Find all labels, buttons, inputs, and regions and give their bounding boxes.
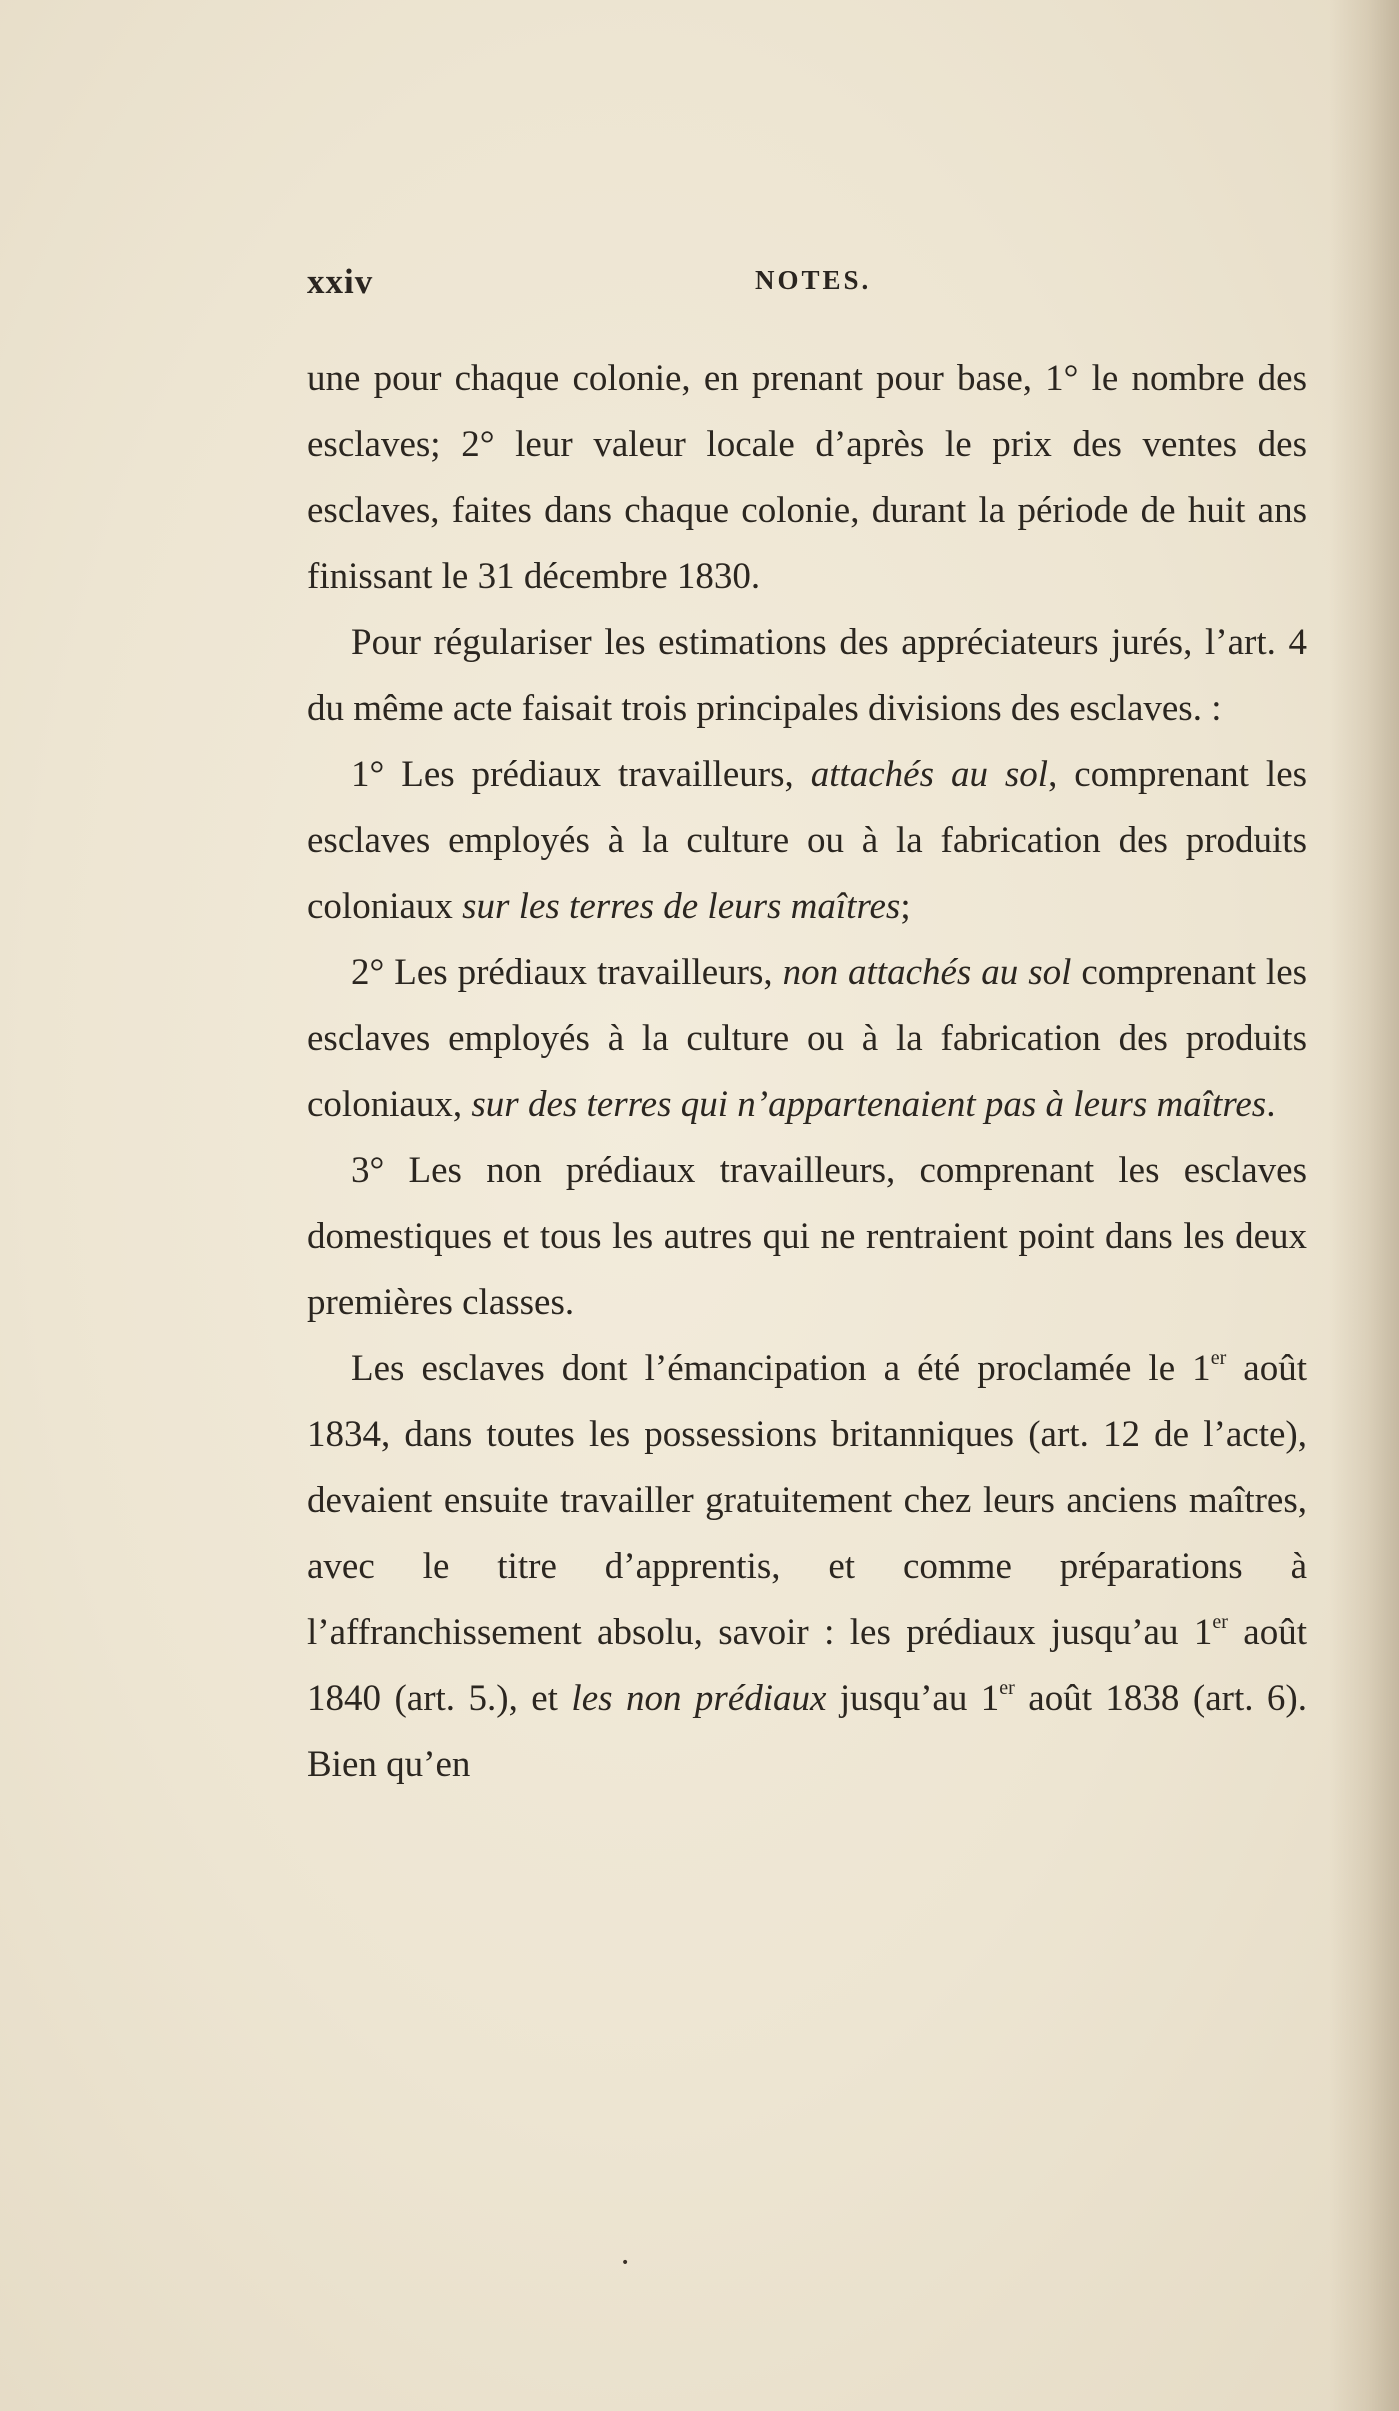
- text-run: jusqu’au 1: [826, 1678, 1000, 1719]
- ink-speck: •: [621, 2255, 630, 2271]
- text-run: août 1834, dans toutes les possessions britanniques (art. 12 de l’acte), devaient ensuite travailler gratuitement chez leurs anciens maîtres, avec le titre d’apprentis, et comme préparations à l’affranchissement absolu, savoir : les prédiaux jusqu’au 1: [307, 1348, 1307, 1653]
- superscript: er: [1212, 1611, 1228, 1633]
- italic-run: non attachés au sol: [782, 952, 1072, 993]
- superscript: er: [999, 1677, 1015, 1699]
- page-number: xxiv: [307, 262, 374, 301]
- running-title: NOTES.: [755, 265, 872, 295]
- text-run: Les esclaves dont l’émancipation a été proclamée le 1: [351, 1348, 1211, 1389]
- paragraph-6: [307, 1336, 1307, 1798]
- text-run: ;: [900, 886, 911, 927]
- text-run: août 1838 (art. 6). Bien qu’en: [307, 1678, 1307, 1785]
- paragraph-2: [307, 610, 1307, 742]
- text-run: comprenant les esclaves employés à la culture ou à la fabrication des produits coloniaux,: [307, 952, 1308, 1125]
- italic-run: sur les terres de leurs maîtres: [462, 886, 901, 927]
- paragraph-5: [307, 1138, 1307, 1336]
- paragraph-3: [307, 742, 1307, 940]
- body-text: [307, 346, 1307, 1798]
- text-run: Pour régulariser les estimations des appréciateurs jurés, l’art. 4 du même acte faisait trois principales divisions des esclaves. :: [307, 622, 1307, 729]
- text-run: , comprenant les esclaves employés à la culture ou à la fabrication des produits coloniaux: [307, 754, 1308, 927]
- text-run: .: [1266, 1084, 1276, 1125]
- page-header: [307, 262, 1307, 302]
- text-run: 1° Les prédiaux travailleurs,: [351, 754, 811, 795]
- paragraph-1: [307, 346, 1307, 610]
- text-run: 3° Les non prédiaux travailleurs, comprenant les esclaves domestiques et tous les autres qui ne rentraient point dans les deux premières classes.: [307, 1150, 1307, 1323]
- binding-shadow: [1329, 0, 1399, 2411]
- italic-run: sur des terres qui n’appartenaient pas à leurs maîtres: [471, 1084, 1267, 1125]
- text-run: août 1840 (art. 5.), et: [307, 1612, 1308, 1719]
- text-run: 2° Les prédiaux travailleurs,: [351, 952, 783, 993]
- paragraph-4: [307, 940, 1307, 1138]
- italic-run: les non prédiaux: [571, 1678, 827, 1719]
- text-run: une pour chaque colonie, en prenant pour base, 1° le nombre des esclaves; 2° leur valeur locale d’après le prix des ventes des esclaves, faites dans chaque colonie, durant la période de huit ans finissant le 31 décembre 1830.: [307, 358, 1307, 597]
- superscript: er: [1210, 1347, 1227, 1369]
- italic-run: attachés au sol: [810, 754, 1049, 795]
